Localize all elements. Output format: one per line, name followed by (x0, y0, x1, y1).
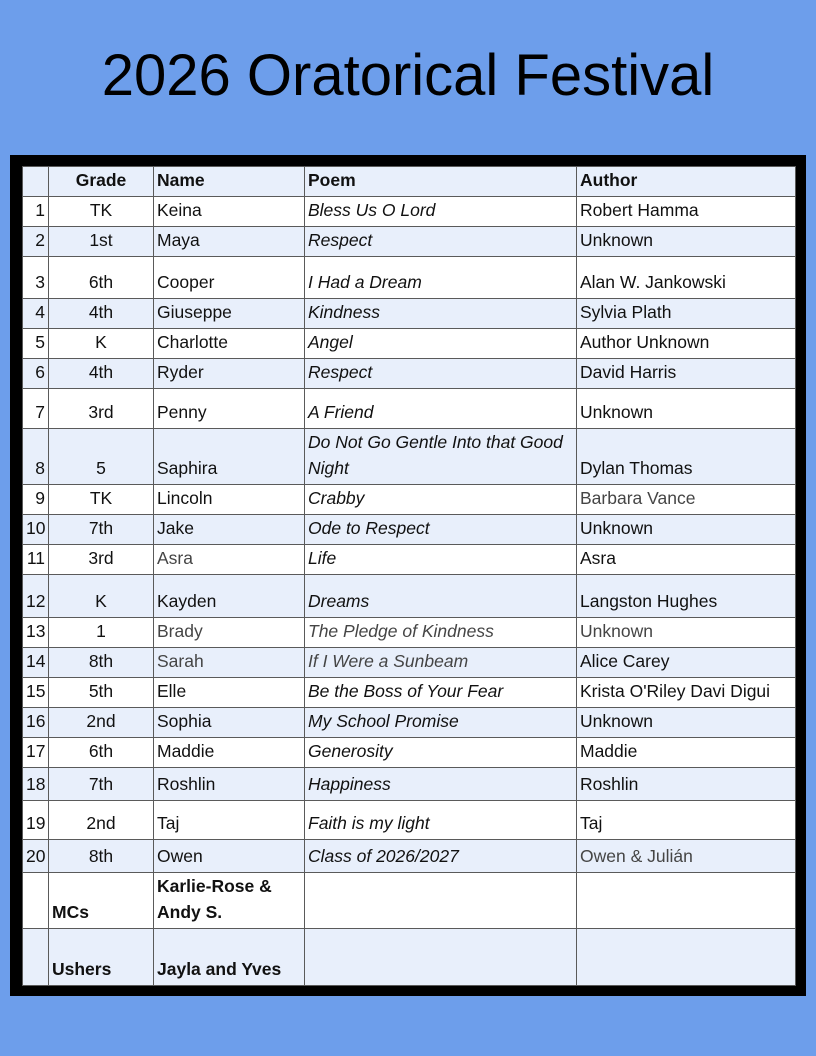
cell-n: 10 (23, 515, 49, 545)
cell-grade: 3rd (49, 545, 154, 575)
cell-n: 8 (23, 429, 49, 485)
cell-name: Owen (154, 840, 305, 873)
table-row (23, 618, 796, 648)
cell-author: Author Unknown (577, 329, 796, 359)
cell-poem: I Had a Dream (305, 257, 577, 299)
cell-grade: K (49, 329, 154, 359)
cell-n: 5 (23, 329, 49, 359)
cell-poem: Life (305, 545, 577, 575)
cell-name: Taj (154, 801, 305, 840)
cell-empty (23, 929, 49, 986)
cell-grade: 5th (49, 678, 154, 708)
cell-name: Roshlin (154, 768, 305, 801)
cell-n: 4 (23, 299, 49, 329)
cell-author: Asra (577, 545, 796, 575)
cell-poem: Do Not Go Gentle Into that Good Night (305, 429, 577, 485)
cell-name: Kayden (154, 575, 305, 618)
cell-poem: Bless Us O Lord (305, 197, 577, 227)
cell-poem: Ode to Respect (305, 515, 577, 545)
cell-poem: Dreams (305, 575, 577, 618)
cell-n: 6 (23, 359, 49, 389)
table-row (23, 429, 796, 485)
cell-grade: 5 (49, 429, 154, 485)
cell-name: Saphira (154, 429, 305, 485)
cell-author: Barbara Vance (577, 485, 796, 515)
cell-author: Sylvia Plath (577, 299, 796, 329)
cell-n: 7 (23, 389, 49, 429)
header-grade: Grade (49, 167, 154, 197)
table-row (23, 678, 796, 708)
cell-grade: 4th (49, 299, 154, 329)
role-row (23, 873, 796, 929)
cell-poem: A Friend (305, 389, 577, 429)
cell-people: Jayla and Yves (154, 929, 305, 986)
cell-author: Langston Hughes (577, 575, 796, 618)
cell-name: Charlotte (154, 329, 305, 359)
cell-author: Dylan Thomas (577, 429, 796, 485)
table-row (23, 768, 796, 801)
cell-empty (577, 929, 796, 986)
table-row (23, 329, 796, 359)
cell-grade: 2nd (49, 708, 154, 738)
cell-people: Karlie-Rose & Andy S. (154, 873, 305, 929)
cell-n: 3 (23, 257, 49, 299)
cell-author: Robert Hamma (577, 197, 796, 227)
cell-poem: Be the Boss of Your Fear (305, 678, 577, 708)
header-row (23, 167, 796, 197)
cell-poem: Respect (305, 227, 577, 257)
cell-name: Sophia (154, 708, 305, 738)
cell-role: Ushers (49, 929, 154, 986)
cell-author: Unknown (577, 227, 796, 257)
cell-n: 16 (23, 708, 49, 738)
cell-name: Penny (154, 389, 305, 429)
cell-grade: 1 (49, 618, 154, 648)
cell-name: Ryder (154, 359, 305, 389)
cell-poem: The Pledge of Kindness (305, 618, 577, 648)
cell-author: Alice Carey (577, 648, 796, 678)
table-row (23, 738, 796, 768)
cell-empty (305, 929, 577, 986)
cell-author: David Harris (577, 359, 796, 389)
cell-grade: 6th (49, 257, 154, 299)
header-author: Author (577, 167, 796, 197)
table-row (23, 648, 796, 678)
cell-name: Brady (154, 618, 305, 648)
table-row (23, 801, 796, 840)
table-row (23, 708, 796, 738)
role-row (23, 929, 796, 986)
cell-name: Asra (154, 545, 305, 575)
cell-n: 9 (23, 485, 49, 515)
table-row (23, 257, 796, 299)
cell-grade: 7th (49, 768, 154, 801)
cell-n: 12 (23, 575, 49, 618)
cell-n: 18 (23, 768, 49, 801)
cell-poem: Crabby (305, 485, 577, 515)
cell-role: MCs (49, 873, 154, 929)
cell-author: Taj (577, 801, 796, 840)
cell-author: Unknown (577, 389, 796, 429)
cell-name: Elle (154, 678, 305, 708)
cell-poem: Angel (305, 329, 577, 359)
table-row (23, 227, 796, 257)
cell-grade: 8th (49, 840, 154, 873)
cell-name: Keina (154, 197, 305, 227)
cell-name: Maya (154, 227, 305, 257)
table-row (23, 389, 796, 429)
cell-name: Jake (154, 515, 305, 545)
cell-name: Lincoln (154, 485, 305, 515)
table-row (23, 840, 796, 873)
cell-author: Owen & Julián (577, 840, 796, 873)
cell-author: Unknown (577, 515, 796, 545)
table-row (23, 545, 796, 575)
table-row (23, 515, 796, 545)
cell-grade: TK (49, 485, 154, 515)
cell-name: Cooper (154, 257, 305, 299)
cell-poem: If I Were a Sunbeam (305, 648, 577, 678)
header-poem: Poem (305, 167, 577, 197)
cell-n: 19 (23, 801, 49, 840)
program-table (22, 166, 796, 986)
cell-poem: Happiness (305, 768, 577, 801)
cell-n: 17 (23, 738, 49, 768)
cell-author: Unknown (577, 708, 796, 738)
cell-author: Roshlin (577, 768, 796, 801)
cell-grade: K (49, 575, 154, 618)
cell-poem: Class of 2026/2027 (305, 840, 577, 873)
cell-grade: 7th (49, 515, 154, 545)
cell-author: Alan W. Jankowski (577, 257, 796, 299)
cell-author: Unknown (577, 618, 796, 648)
cell-empty (577, 873, 796, 929)
cell-grade: 8th (49, 648, 154, 678)
cell-author: Krista O'Riley Davi Digui (577, 678, 796, 708)
cell-author: Maddie (577, 738, 796, 768)
cell-grade: TK (49, 197, 154, 227)
cell-name: Maddie (154, 738, 305, 768)
table-row (23, 197, 796, 227)
cell-n: 11 (23, 545, 49, 575)
cell-empty (23, 873, 49, 929)
cell-empty (305, 873, 577, 929)
table-row (23, 299, 796, 329)
cell-poem: Kindness (305, 299, 577, 329)
cell-grade: 2nd (49, 801, 154, 840)
cell-grade: 3rd (49, 389, 154, 429)
cell-name: Giuseppe (154, 299, 305, 329)
cell-poem: My School Promise (305, 708, 577, 738)
cell-poem: Faith is my light (305, 801, 577, 840)
cell-grade: 4th (49, 359, 154, 389)
cell-n: 20 (23, 840, 49, 873)
header-name: Name (154, 167, 305, 197)
table-row (23, 485, 796, 515)
table-row (23, 359, 796, 389)
cell-poem: Respect (305, 359, 577, 389)
cell-name: Sarah (154, 648, 305, 678)
cell-n: 13 (23, 618, 49, 648)
page-title: 2026 Oratorical Festival (101, 43, 715, 108)
cell-n: 2 (23, 227, 49, 257)
cell-poem: Generosity (305, 738, 577, 768)
cell-grade: 6th (49, 738, 154, 768)
table-row (23, 575, 796, 618)
cell-n: 14 (23, 648, 49, 678)
cell-n: 1 (23, 197, 49, 227)
program-table-frame (10, 155, 806, 996)
header-number (23, 167, 49, 197)
cell-n: 15 (23, 678, 49, 708)
cell-grade: 1st (49, 227, 154, 257)
